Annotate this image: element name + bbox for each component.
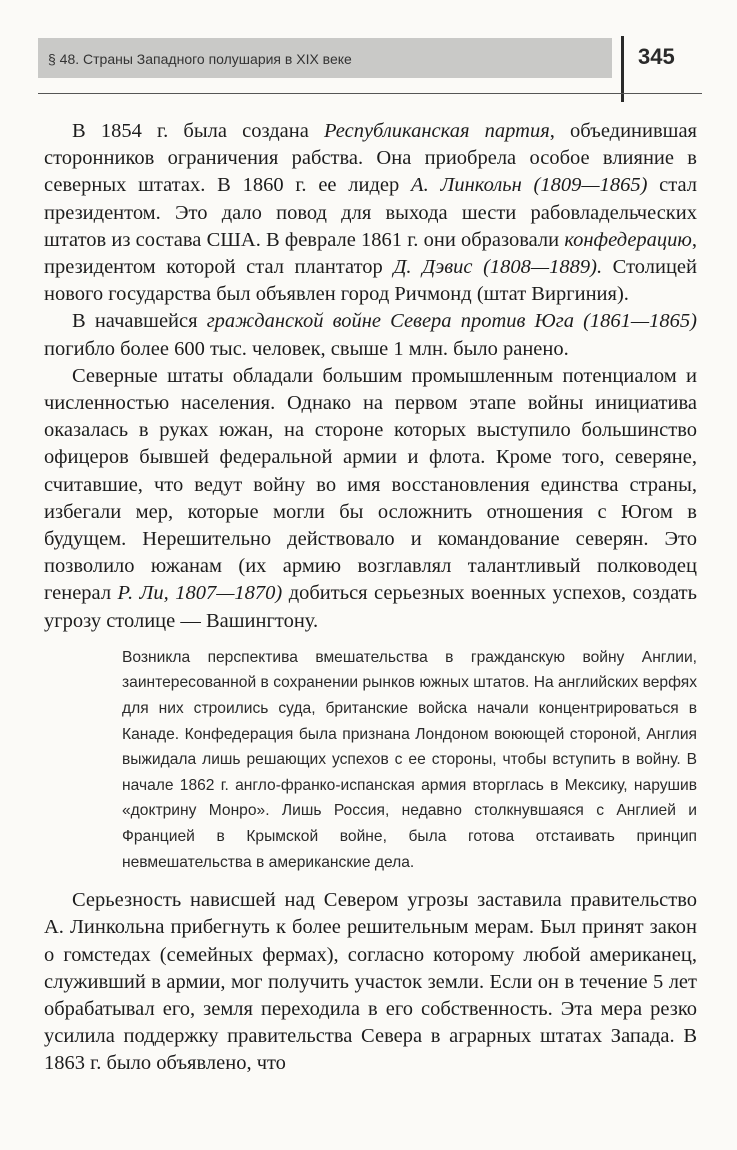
paragraph-northern-states: Северные штаты обладали большим промышленным потенциалом и численностью населения. Однако на первом этапе войны инициатива оказалась в руках южан, на стороне которых выступило большинство офицеров бывшей федеральной армии и флота. Кроме того, северяне, считавшие, что ведут войну во имя восстановления единства страны, избегали мер, которые могли бы осложнить отношения с Югом в будущем. Нерешительно действовало и командование северян. Это позволило южанам (их армию возглавлял талантливый полководец генерал Р. Ли, 1807—1870) добиться серьезных военных успехов, создать угрозу столице — Вашингтону.	[44, 364, 697, 632]
page-header	[38, 36, 702, 86]
paragraph-civil-war: В начавшейся гражданской войне Севера против Юга (1861—1865) погибло более 600 тыс. человек, свыше 1 млн. было ранено.	[44, 310, 697, 360]
section-title: § 48. Страны Западного полушария в XIX веке	[48, 51, 352, 67]
section-title-bar	[38, 38, 612, 78]
paragraph-republican-party: В 1854 г. была создана Республиканская партия, объединившая сторонников ограничения рабства. Она приобрела особое влияние в северных штатах. В 1860 г. ее лидер А. Линкольн (1809—1865) стал президентом. Это дало повод для выхода шести рабовладельческих штатов из состава США. В феврале 1861 г. они образовали конфедерацию, президентом которой стал плантатор Д. Дэвис (1808—1889). Столицей нового государства был объявлен город Ричмонд (штат Виргиния).	[44, 120, 697, 306]
sidebar-note: Возникла перспектива вмешательства в гражданскую войну Англии, заинтересованной в сохранении рынков южных штатов. На английских верфях для них строились суда, британские войска начали концентрироваться в Канаде. Конфедерация была признана Лондоном воюющей стороной, Англия выжидала лишь решающих успехов с ее стороны, чтобы вступить в войну. В начале 1862 г. англо-франко-испанская армия вторглась в Мексику, нарушив «доктрину Монро». Лишь Россия, недавно столкнувшаяся с Англией и Францией в Крымской войне, была готова отстаивать принцип невмешательства в американские дела.	[122, 648, 697, 871]
page-body	[44, 118, 697, 1078]
header-rule	[38, 93, 702, 94]
paragraph-homestead: Серьезность нависшей над Севером угрозы заставила правительство А. Линкольна прибегнуть к более решительным мерам. Был принят закон о гомстедах (семейных фермах), согласно которому любой американец, служивший в армии, мог получить участок земли. Если он в течение 5 лет обрабатывал его, земля переходила в его собственность. Эта мера резко усилила поддержку правительства Севера в аграрных штатах Запада. В 1863 г. было объявлено, что	[44, 889, 697, 1075]
page-number: 345	[638, 44, 675, 69]
